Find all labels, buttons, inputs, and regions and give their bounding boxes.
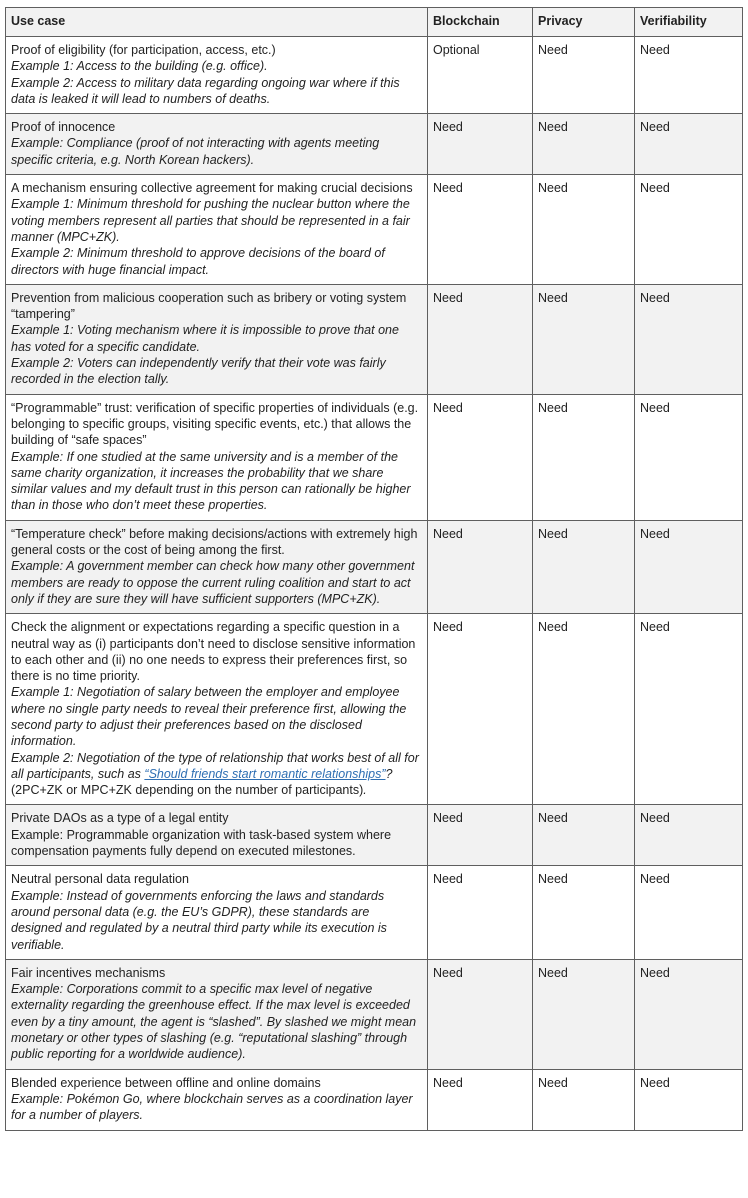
header-verifiability: Verifiability <box>635 8 743 37</box>
privacy-cell: Need <box>533 175 635 285</box>
verifiability-cell: Need <box>635 520 743 613</box>
blockchain-cell: Need <box>428 520 533 613</box>
privacy-cell: Need <box>533 394 635 520</box>
table-row <box>6 175 743 285</box>
blockchain-cell: Need <box>428 1069 533 1130</box>
privacy-cell: Need <box>533 37 635 114</box>
use-case-title: Check the alignment or expectations regarding a specific question in a neutral way as (i) participants don’t need to disclose sensitive information to each other and (ii) no one needs to express their preferences first, so there is no time priority. <box>11 620 416 684</box>
privacy-cell: Need <box>533 614 635 805</box>
use-case-example: Example 1: Voting mechanism where it is impossible to prove that one has voted for a specific candidate. <box>11 323 399 354</box>
table-header-row <box>6 8 743 37</box>
use-case-example: Example: A government member can check how many other government members are ready to oppose the current ruling coalition and start to act only if they are sure they will have sufficient supporters (MPC+ZK). <box>11 559 415 606</box>
blockchain-cell: Need <box>428 805 533 866</box>
verifiability-cell: Need <box>635 1069 743 1130</box>
header-privacy: Privacy <box>533 8 635 37</box>
use-case-cell <box>6 175 428 285</box>
blockchain-cell: Need <box>428 959 533 1069</box>
use-case-example: Example: Pokémon Go, where blockchain serves as a coordination layer for a number of players. <box>11 1091 413 1123</box>
use-case-cell <box>6 520 428 613</box>
use-case-example: Example: If one studied at the same university and is a member of the same charity organization, it increases the probability that we share similar values and my default trust in this person can rationally be higher than in those who don’t meet these properties. <box>11 449 411 513</box>
use-case-title: Fair incentives mechanisms <box>11 965 166 980</box>
verifiability-cell: Need <box>635 175 743 285</box>
verifiability-cell: Need <box>635 959 743 1069</box>
verifiability-cell: Need <box>635 37 743 114</box>
verifiability-cell: Need <box>635 866 743 959</box>
use-case-title: Proof of eligibility (for participation, access, etc.) <box>11 43 276 57</box>
privacy-cell: Need <box>533 959 635 1069</box>
use-case-example: Example 2: Voters can independently verify that their vote was fairly recorded in the election tally. <box>11 356 386 387</box>
table-row <box>6 1069 743 1130</box>
use-case-example: Example: Compliance (proof of not interacting with agents meeting specific criteria, e.g. North Korean hackers). <box>11 136 380 167</box>
privacy-cell: Need <box>533 805 635 866</box>
use-case-title: “Temperature check” before making decisions/actions with extremely high general costs or the cost of being among the first. <box>11 526 418 558</box>
header-use-case: Use case <box>6 8 428 37</box>
use-case-title: Prevention from malicious cooperation such as bribery or voting system “tampering” <box>11 290 407 322</box>
use-case-title: Private DAOs as a type of a legal entity <box>11 811 229 826</box>
blockchain-cell: Need <box>428 114 533 175</box>
table-row <box>6 114 743 175</box>
privacy-cell: Need <box>533 284 635 394</box>
table-row <box>6 520 743 613</box>
example-text: . <box>363 783 367 798</box>
verifiability-cell: Need <box>635 394 743 520</box>
use-case-example: Example 1: Access to the building (e.g. office). <box>11 59 268 74</box>
example-text: Example 2: Negotiation of the type of relationship that works best of all for all participants, such as <box>11 750 419 781</box>
use-case-cell <box>6 114 428 175</box>
table-row <box>6 37 743 114</box>
privacy-cell: Need <box>533 520 635 613</box>
privacy-cell: Need <box>533 1069 635 1130</box>
example-text: ? <box>385 766 393 781</box>
blockchain-cell: Need <box>428 284 533 394</box>
verifiability-cell: Need <box>635 284 743 394</box>
blockchain-cell: Need <box>428 394 533 520</box>
example-plain-text: (2PC+ZK or MPC+ZK depending on the number of participants) <box>11 783 364 798</box>
table-row <box>6 394 743 520</box>
use-case-title: Proof of innocence <box>11 120 116 135</box>
use-case-cell <box>6 1069 428 1130</box>
table-row <box>6 805 743 866</box>
verifiability-cell: Need <box>635 114 743 175</box>
use-case-example: Example 2: Access to military data regarding ongoing war where if this data is leaked it will lead to numbers of deaths. <box>11 75 400 106</box>
blockchain-cell: Optional <box>428 37 533 114</box>
use-case-example: Example 1: Negotiation of salary between the employer and employee where no single party needs to reveal their preference first, allowing the second party to adjust their preferences based on the disclosed information. <box>11 685 407 749</box>
use-case-example: Example: Programmable organization with task-based system where compensation payments fully depend on executed milestones. <box>11 827 392 859</box>
use-case-table <box>5 7 743 1131</box>
table-row <box>6 284 743 394</box>
use-case-title: “Programmable” trust: verification of specific properties of individuals (e.g. belonging to specific groups, visiting specific events, etc.) that allows the building of “safe spaces” <box>11 400 419 448</box>
blockchain-cell: Need <box>428 614 533 805</box>
verifiability-cell: Need <box>635 614 743 805</box>
privacy-cell: Need <box>533 866 635 959</box>
privacy-cell: Need <box>533 114 635 175</box>
use-case-example: Example 2: Minimum threshold to approve decisions of the board of directors with huge financial impact. <box>11 246 385 277</box>
use-case-title: A mechanism ensuring collective agreement for making crucial decisions <box>11 181 413 196</box>
use-case-example-with-link <box>11 750 422 799</box>
use-case-cell <box>6 394 428 520</box>
table-row <box>6 866 743 959</box>
use-case-cell <box>6 866 428 959</box>
romantic-relationships-link[interactable]: “Should friends start romantic relationships” <box>144 766 386 781</box>
use-case-cell <box>6 805 428 866</box>
header-blockchain: Blockchain <box>428 8 533 37</box>
use-case-title: Neutral personal data regulation <box>11 872 189 887</box>
verifiability-cell: Need <box>635 805 743 866</box>
table-row <box>6 959 743 1069</box>
blockchain-cell: Need <box>428 175 533 285</box>
use-case-example: Example: Instead of governments enforcing the laws and standards around personal data (e.g. the EU’s GDPR), these standards are designed and regulated by a neutral third party while its execution is verifiable. <box>11 888 387 952</box>
use-case-cell <box>6 959 428 1069</box>
use-case-cell <box>6 614 428 805</box>
use-case-example: Example 1: Minimum threshold for pushing the nuclear button where the voting members represent all parties that should be represented in a fair manner (MPC+ZK). <box>11 197 410 244</box>
use-case-cell <box>6 284 428 394</box>
blockchain-cell: Need <box>428 866 533 959</box>
use-case-title: Blended experience between offline and online domains <box>11 1075 321 1090</box>
table-row <box>6 614 743 805</box>
use-case-example: Example: Corporations commit to a specific max level of negative externality regarding the greenhouse effect. If the max level is exceeded even by a tiny amount, the agent is “slashed”. By slashed we might mean monetary or other types of slashing (e.g. “reputational slashing” through public reporting for a worldwide audience). <box>11 982 417 1062</box>
use-case-cell <box>6 37 428 114</box>
